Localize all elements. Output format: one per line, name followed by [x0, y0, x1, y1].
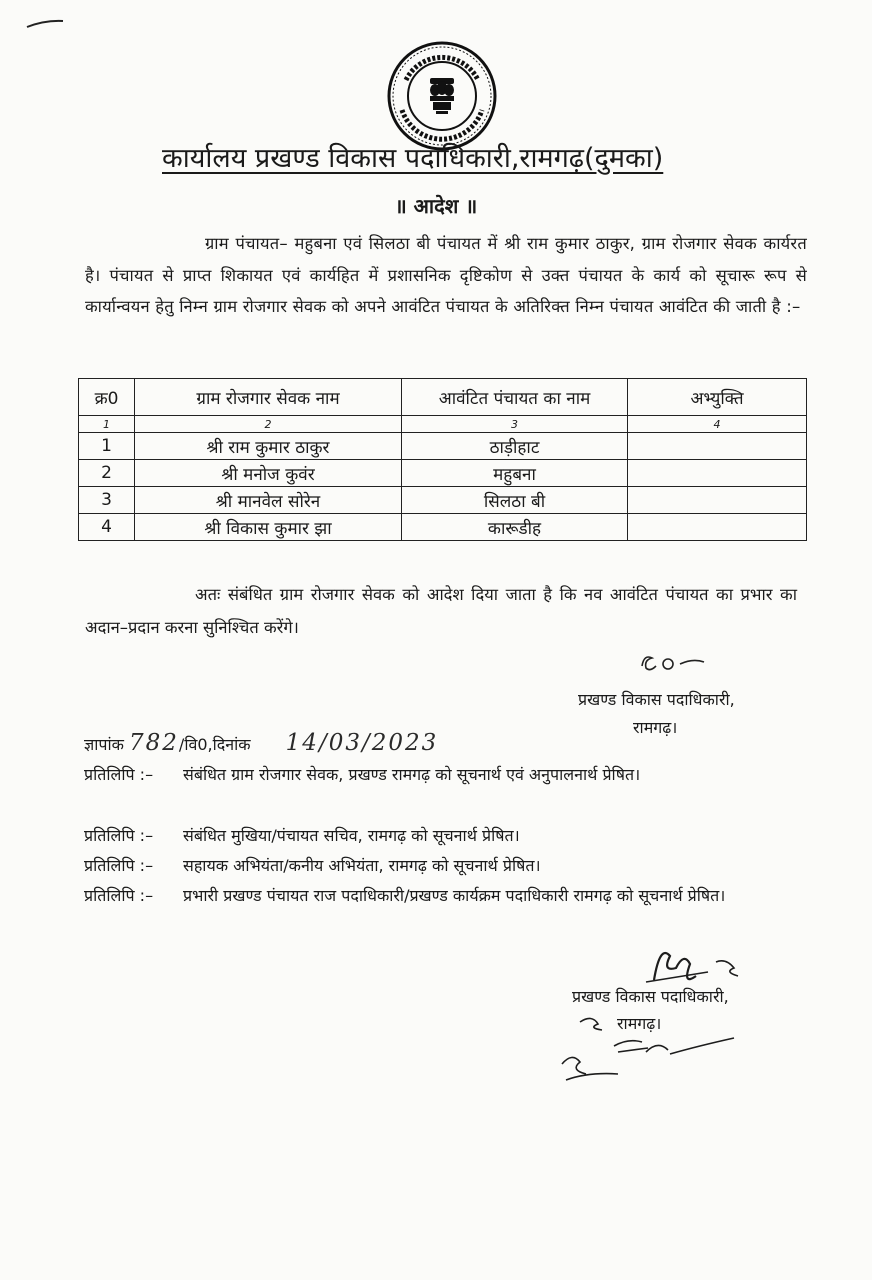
copy-text: संबंधित ग्राम रोजगार सेवक, प्रखण्ड रामगढ़ को सूचनार्थ एवं अनुपालनार्थ प्रेषित।: [183, 765, 641, 784]
order-paragraph-1: ग्राम पंचायत– महुबना एवं सिलठा बी पंचायत में श्री राम कुमार ठाकुर, ग्राम रोजगार सेवक कार्यरत है। पंचायत से प्राप्त शिकायत एवं कार्यहित में प्रशासनिक दृष्टिकोण से उक्त पंचायत के कार्य को सूचारू रूप से कार्यान्वयन हेतु निम्न ग्राम रोजगार सेवक को अपने आवंटित पंचायत के अतिरिक्त निम्न पंचायत आवंटित की जाती है :–: [85, 234, 807, 316]
row-sn: 2: [79, 460, 135, 487]
table-row: [79, 487, 807, 514]
column-number: 1: [79, 416, 135, 433]
signatory-place: रामगढ़।: [633, 718, 678, 737]
order-heading: ॥ आदेश ॥: [394, 194, 478, 218]
row-panchayat: ठाड़ीहाट: [402, 433, 628, 460]
row-remark: [628, 460, 807, 487]
row-sn: 4: [79, 514, 135, 541]
row-panchayat: महुबना: [402, 460, 628, 487]
copy-label: प्रतिलिपि :–: [84, 886, 154, 905]
row-panchayat: कारूडीह: [402, 514, 628, 541]
row-remark: [628, 487, 807, 514]
table-row: [79, 460, 807, 487]
header-name: ग्राम रोजगार सेवक नाम: [135, 379, 402, 416]
memo-date: 14/03/2023: [285, 730, 439, 756]
header-panchayat: आवंटित पंचायत का नाम: [402, 379, 628, 416]
copy-text: संबंधित मुखिया/पंचायत सचिव, रामगढ़ को सूचनार्थ प्रेषित।: [183, 826, 520, 845]
copy-text: सहायक अभियंता/कनीय अभियंता, रामगढ़ को सूचनार्थ प्रेषित।: [183, 856, 541, 875]
signatory-designation: प्रखण्ड विकास पदाधिकारी,: [578, 690, 735, 709]
table-row: [79, 433, 807, 460]
column-number: 2: [135, 416, 402, 433]
signatory-place: रामगढ़।: [617, 1014, 662, 1033]
row-panchayat: सिलठा बी: [402, 487, 628, 514]
government-seal-icon: [386, 40, 498, 152]
row-remark: [628, 433, 807, 460]
column-number: 4: [628, 416, 807, 433]
initials-signature: [638, 648, 718, 676]
memo-line: [84, 730, 438, 756]
copy-label: प्रतिलिपि :–: [84, 856, 154, 875]
header-sn: क्र0: [79, 379, 135, 416]
row-sn: 1: [79, 433, 135, 460]
signatory-designation: प्रखण्ड विकास पदाधिकारी,: [572, 987, 729, 1006]
column-number: 3: [402, 416, 628, 433]
row-name: श्री विकास कुमार झा: [135, 514, 402, 541]
copy-text: प्रभारी प्रखण्ड पंचायत राज पदाधिकारी/प्रखण्ड कार्यक्रम पदाधिकारी रामगढ़ को सूचनार्थ प्रेषित।: [183, 886, 726, 905]
header-remark: अभ्युक्ति: [628, 379, 807, 416]
memo-label: ज्ञापांक: [84, 735, 124, 754]
column-number-row: [79, 416, 807, 433]
memo-number: 782: [129, 730, 179, 756]
order-paragraph-2: अतः संबंधित ग्राम रोजगार सेवक को आदेश दिया जाता है कि नव आवंटित पंचायत का प्रभार का अदान–प्रदान करना सुनिश्चित करेंगे।: [85, 585, 797, 637]
row-name: श्री मनोज कुवंर: [135, 460, 402, 487]
row-name: श्री मानवेल सोरेन: [135, 487, 402, 514]
row-sn: 3: [79, 487, 135, 514]
allocation-table: [78, 378, 807, 541]
table-row: [79, 514, 807, 541]
row-name: श्री राम कुमार ठाकुर: [135, 433, 402, 460]
office-title: कार्यालय प्रखण्ड विकास पदाधिकारी,रामगढ़(दुमका): [162, 143, 664, 174]
table-header-row: [79, 379, 807, 416]
memo-mid: /वि0,दिनांक: [178, 735, 251, 754]
copy-label: प्रतिलिपि :–: [84, 826, 154, 845]
pen-mark: [25, 18, 65, 30]
copy-label: प्रतिलिपि :–: [84, 765, 154, 784]
row-remark: [628, 514, 807, 541]
